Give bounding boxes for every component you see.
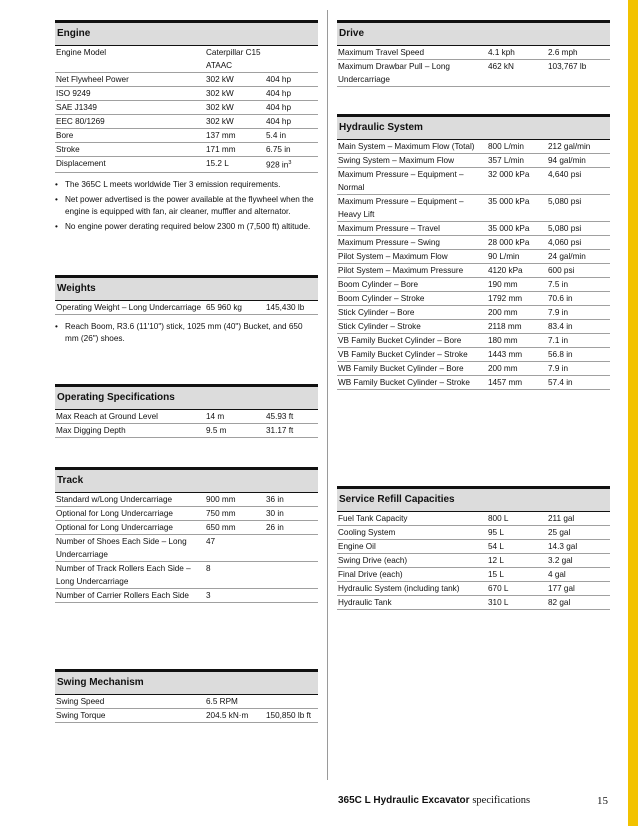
- hydraulic-section: [337, 114, 610, 390]
- spec-imperial: 14.3 gal: [548, 542, 578, 551]
- table-row: [55, 410, 318, 424]
- engine-section: [55, 20, 318, 237]
- spec-metric: 1792 mm: [488, 294, 523, 303]
- spec-label: Boom Cylinder – Bore: [338, 280, 419, 289]
- spec-metric: 35 000 kPa: [488, 197, 530, 206]
- swing-table: [55, 694, 318, 723]
- table-row: [337, 222, 610, 236]
- bullet-icon: •: [55, 222, 58, 232]
- table-row: [337, 540, 610, 554]
- yellow-edge-bar: [628, 0, 638, 826]
- spec-metric: 190 mm: [488, 280, 518, 289]
- spec-imperial: 82 gal: [548, 598, 571, 607]
- spec-imperial: [266, 695, 319, 708]
- spec-label: Number of Track Rollers Each Side – Long Undercarriage: [56, 564, 191, 586]
- spec-imperial: 6.75 in: [266, 145, 291, 154]
- spec-metric: 302 kW: [206, 75, 234, 84]
- spec-metric: 800 L/min: [488, 142, 524, 151]
- spec-imperial: 3.2 gal: [548, 556, 573, 565]
- spec-label: Swing System – Maximum Flow: [338, 156, 455, 165]
- spec-label: Swing Torque: [56, 711, 106, 720]
- spec-imperial: 404 hp: [266, 89, 292, 98]
- spec-metric: 180 mm: [488, 336, 518, 345]
- note-item: [55, 179, 318, 191]
- spec-metric: 12 L: [488, 556, 504, 565]
- spec-label: Engine Model: [56, 48, 107, 57]
- spec-label: Swing Speed: [56, 697, 105, 706]
- spec-label: Displacement: [56, 159, 106, 168]
- table-row: [337, 278, 610, 292]
- service-heading: Service Refill Capacities: [337, 486, 610, 511]
- spec-imperial: 57.4 in: [548, 378, 573, 387]
- spec-imperial: 212 gal/min: [548, 142, 591, 151]
- spec-imperial: 4 gal: [548, 570, 566, 579]
- spec-label: Maximum Travel Speed: [338, 48, 425, 57]
- spec-metric: 302 kW: [206, 103, 234, 112]
- table-row: [337, 582, 610, 596]
- table-row: [55, 521, 318, 535]
- table-row: [337, 195, 610, 222]
- spec-label: VB Family Bucket Cylinder – Stroke: [338, 350, 468, 359]
- spec-metric: 9.5 m: [206, 426, 227, 435]
- spec-metric: 32 000 kPa: [488, 170, 530, 179]
- spec-imperial: 56.8 in: [548, 350, 573, 359]
- spec-imperial: 5,080 psi: [548, 224, 582, 233]
- spec-imperial: [266, 46, 319, 72]
- operating-heading: Operating Specifications: [55, 384, 318, 409]
- spec-label: VB Family Bucket Cylinder – Bore: [338, 336, 462, 345]
- spec-label: Max Digging Depth: [56, 426, 126, 435]
- table-row: [337, 362, 610, 376]
- service-table: [337, 511, 610, 610]
- table-row: [337, 512, 610, 526]
- spec-metric: 200 mm: [488, 308, 518, 317]
- table-row: [337, 596, 610, 610]
- spec-metric: 35 000 kPa: [488, 224, 530, 233]
- hydraulic-heading: Hydraulic System: [337, 114, 610, 139]
- table-row: [337, 292, 610, 306]
- spec-label: Optional for Long Undercarriage: [56, 509, 173, 518]
- footer-word: specifications: [472, 795, 531, 806]
- spec-metric: 15 L: [488, 570, 504, 579]
- table-row: [55, 87, 318, 101]
- spec-label: Pilot System – Maximum Pressure: [338, 266, 464, 275]
- spec-label: Hydraulic Tank: [338, 598, 392, 607]
- swing-heading: Swing Mechanism: [55, 669, 318, 694]
- spec-label: Max Reach at Ground Level: [56, 412, 158, 421]
- spec-imperial: 24 gal/min: [548, 252, 586, 261]
- footer-model: 365C L Hydraulic Excavator: [338, 795, 470, 806]
- spec-label: Optional for Long Undercarriage: [56, 523, 173, 532]
- note-text: The 365C L meets worldwide Tier 3 emission requirements.: [65, 179, 281, 189]
- drive-section: [337, 20, 610, 87]
- spec-imperial: 600 psi: [548, 266, 575, 275]
- table-row: [337, 46, 610, 60]
- table-row: [337, 168, 610, 195]
- spec-label: Maximum Pressure – Equipment – Heavy Lift: [338, 197, 464, 219]
- spec-imperial: 25 gal: [548, 528, 571, 537]
- operating-table: [55, 409, 318, 438]
- spec-metric: 800 L: [488, 514, 509, 523]
- spec-metric: 310 L: [488, 598, 509, 607]
- track-section: [55, 467, 318, 603]
- spec-label: Fuel Tank Capacity: [338, 514, 408, 523]
- spec-metric: 2118 mm: [488, 322, 522, 331]
- table-row: [337, 348, 610, 362]
- table-row: [337, 526, 610, 540]
- engine-notes: [55, 179, 318, 233]
- table-row: [55, 301, 318, 315]
- spec-label: Number of Carrier Rollers Each Side: [56, 591, 189, 600]
- column-divider: [327, 10, 328, 780]
- table-row: [55, 46, 318, 73]
- spec-imperial: 404 hp: [266, 75, 292, 84]
- spec-imperial: 70.6 in: [548, 294, 573, 303]
- spec-metric: 462 kN: [488, 62, 514, 71]
- spec-label: Operating Weight – Long Undercarriage: [56, 303, 202, 312]
- spec-metric: 750 mm: [206, 509, 236, 518]
- spec-imperial: 4,060 psi: [548, 238, 582, 247]
- table-row: [55, 535, 318, 562]
- spec-metric: 1443 mm: [488, 350, 523, 359]
- drive-heading: Drive: [337, 20, 610, 45]
- spec-metric: 137 mm: [206, 131, 236, 140]
- spec-label: Stroke: [56, 145, 80, 154]
- service-section: [337, 486, 610, 610]
- hydraulic-table: [337, 139, 610, 390]
- spec-imperial: [266, 562, 319, 588]
- note-text: Reach Boom, R3.6 (11'10") stick, 1025 mm (40") Bucket, and 650 mm (26") shoes.: [65, 322, 303, 343]
- spec-metric: 1457 mm: [488, 378, 523, 387]
- spec-label: Bore: [56, 131, 74, 140]
- spec-imperial: 145,430 lb: [266, 303, 305, 312]
- page-number: 15: [597, 795, 608, 807]
- engine-heading: Engine: [55, 20, 318, 45]
- spec-metric: 47: [206, 537, 216, 546]
- table-row: [55, 143, 318, 157]
- table-row: [337, 140, 610, 154]
- spec-label: Engine Oil: [338, 542, 376, 551]
- track-heading: Track: [55, 467, 318, 492]
- spec-imperial: 94 gal/min: [548, 156, 586, 165]
- spec-label: EEC 80/1269: [56, 117, 105, 126]
- spec-label: Maximum Drawbar Pull – Long Undercarriage: [338, 62, 450, 84]
- table-row: [337, 154, 610, 168]
- page-footer: [338, 795, 608, 806]
- spec-imperial: 211 gal: [548, 514, 575, 523]
- table-row: [55, 507, 318, 521]
- spec-label: WB Family Bucket Cylinder – Stroke: [338, 378, 470, 387]
- spec-metric: 3: [206, 591, 211, 600]
- drive-table: [337, 45, 610, 87]
- spec-imperial: 30 in: [266, 509, 284, 518]
- spec-metric: 357 L/min: [488, 156, 524, 165]
- spec-imperial: 4,640 psi: [548, 170, 582, 179]
- spec-label: Stick Cylinder – Bore: [338, 308, 415, 317]
- bullet-icon: •: [55, 322, 58, 331]
- spec-metric: Caterpillar C15 ATAAC: [206, 48, 261, 70]
- table-row: [55, 101, 318, 115]
- spec-label: SAE J1349: [56, 103, 97, 112]
- bullet-icon: •: [55, 195, 58, 205]
- spec-metric: 8: [206, 564, 211, 573]
- table-row: [337, 306, 610, 320]
- spec-label: Pilot System – Maximum Flow: [338, 252, 448, 261]
- spec-metric: 302 kW: [206, 117, 234, 126]
- spec-imperial: 404 hp: [266, 103, 292, 112]
- spec-label: Stick Cylinder – Stroke: [338, 322, 421, 331]
- spec-label: Swing Drive (each): [338, 556, 408, 565]
- spec-imperial: 7.5 in: [548, 280, 569, 289]
- spec-imperial: 7.9 in: [548, 308, 569, 317]
- spec-imperial: 36 in: [266, 495, 284, 504]
- spec-label: Final Drive (each): [338, 570, 403, 579]
- spec-label: Standard w/Long Undercarriage: [56, 495, 173, 504]
- spec-metric: 15.2 L: [206, 159, 229, 168]
- spec-metric: 90 L/min: [488, 252, 520, 261]
- spec-label: Maximum Pressure – Equipment – Normal: [338, 170, 464, 192]
- swing-section: [55, 669, 318, 723]
- table-row: [337, 376, 610, 390]
- spec-metric: 54 L: [488, 542, 504, 551]
- spec-imperial: [266, 589, 319, 602]
- spec-metric: 900 mm: [206, 495, 236, 504]
- spec-label: WB Family Bucket Cylinder – Bore: [338, 364, 464, 373]
- spec-imperial: 5.4 in: [266, 131, 287, 140]
- track-table: [55, 492, 318, 603]
- table-row: [55, 695, 318, 709]
- displacement-superscript: 3: [288, 160, 292, 166]
- spec-metric: 670 L: [488, 584, 509, 593]
- weights-section: [55, 275, 318, 348]
- spec-imperial: 2.6 mph: [548, 48, 578, 57]
- note-item: [55, 221, 318, 233]
- table-row: [55, 157, 318, 173]
- table-row: [337, 320, 610, 334]
- spec-imperial: 103,767 lb: [548, 62, 587, 71]
- note-text: Net power advertised is the power available at the flywheel when the engine is equipped with fan, air cleaner, muffler and alternator.: [65, 195, 314, 216]
- table-row: [55, 73, 318, 87]
- spec-metric: 14 m: [206, 412, 225, 421]
- table-row: [55, 589, 318, 603]
- table-row: [337, 554, 610, 568]
- table-row: [337, 264, 610, 278]
- bullet-icon: •: [55, 179, 58, 189]
- spec-imperial: 7.1 in: [548, 336, 569, 345]
- note-text: No engine power derating required below 2300 m (7,500 ft) altitude.: [65, 222, 311, 232]
- spec-imperial: 150,850 lb ft: [266, 711, 312, 720]
- weights-notes: [55, 321, 318, 344]
- table-row: [337, 568, 610, 582]
- spec-imperial: 45.93 ft: [266, 412, 294, 421]
- spec-metric: 302 kW: [206, 89, 234, 98]
- note-item: [55, 321, 318, 344]
- spec-label: Number of Shoes Each Side – Long Undercarriage: [56, 537, 187, 559]
- weights-table: [55, 300, 318, 315]
- table-row: [337, 60, 610, 87]
- spec-label: ISO 9249: [56, 89, 91, 98]
- table-row: [55, 562, 318, 589]
- spec-metric: 4.1 kph: [488, 48, 515, 57]
- spec-label: Hydraulic System (including tank): [338, 584, 460, 593]
- spec-metric: 171 mm: [206, 145, 236, 154]
- weights-heading: Weights: [55, 275, 318, 300]
- spec-imperial: 26 in: [266, 523, 284, 532]
- table-row: [55, 115, 318, 129]
- table-row: [55, 129, 318, 143]
- spec-imperial: 7.9 in: [548, 364, 569, 373]
- table-row: [55, 493, 318, 507]
- spec-imperial: 404 hp: [266, 117, 292, 126]
- spec-metric: 650 mm: [206, 523, 236, 532]
- table-row: [337, 334, 610, 348]
- spec-imperial: 5,080 psi: [548, 197, 582, 206]
- spec-label: Main System – Maximum Flow (Total): [338, 142, 475, 151]
- spec-imperial: 83.4 in: [548, 322, 573, 331]
- table-row: [337, 236, 610, 250]
- spec-label: Cooling System: [338, 528, 396, 537]
- spec-metric: 6.5 RPM: [206, 697, 238, 706]
- operating-section: [55, 384, 318, 438]
- note-item: [55, 194, 318, 217]
- spec-label: Net Flywheel Power: [56, 75, 129, 84]
- table-row: [337, 250, 610, 264]
- spec-label: Boom Cylinder – Stroke: [338, 294, 425, 303]
- spec-imperial: 177 gal: [548, 584, 575, 593]
- table-row: [55, 709, 318, 723]
- spec-label: Maximum Pressure – Swing: [338, 238, 440, 247]
- spec-imperial: [266, 535, 319, 561]
- spec-metric: 200 mm: [488, 364, 518, 373]
- spec-metric: 65 960 kg: [206, 303, 242, 312]
- spec-imperial: 31.17 ft: [266, 426, 294, 435]
- spec-imperial: 928 $in^3$: [266, 160, 292, 170]
- spec-label: Maximum Pressure – Travel: [338, 224, 440, 233]
- engine-table: [55, 45, 318, 173]
- spec-metric: 4120 kPa: [488, 266, 523, 275]
- spec-metric: 204.5 kN·m: [206, 711, 249, 720]
- spec-metric: 28 000 kPa: [488, 238, 530, 247]
- table-row: [55, 424, 318, 438]
- spec-metric: 95 L: [488, 528, 504, 537]
